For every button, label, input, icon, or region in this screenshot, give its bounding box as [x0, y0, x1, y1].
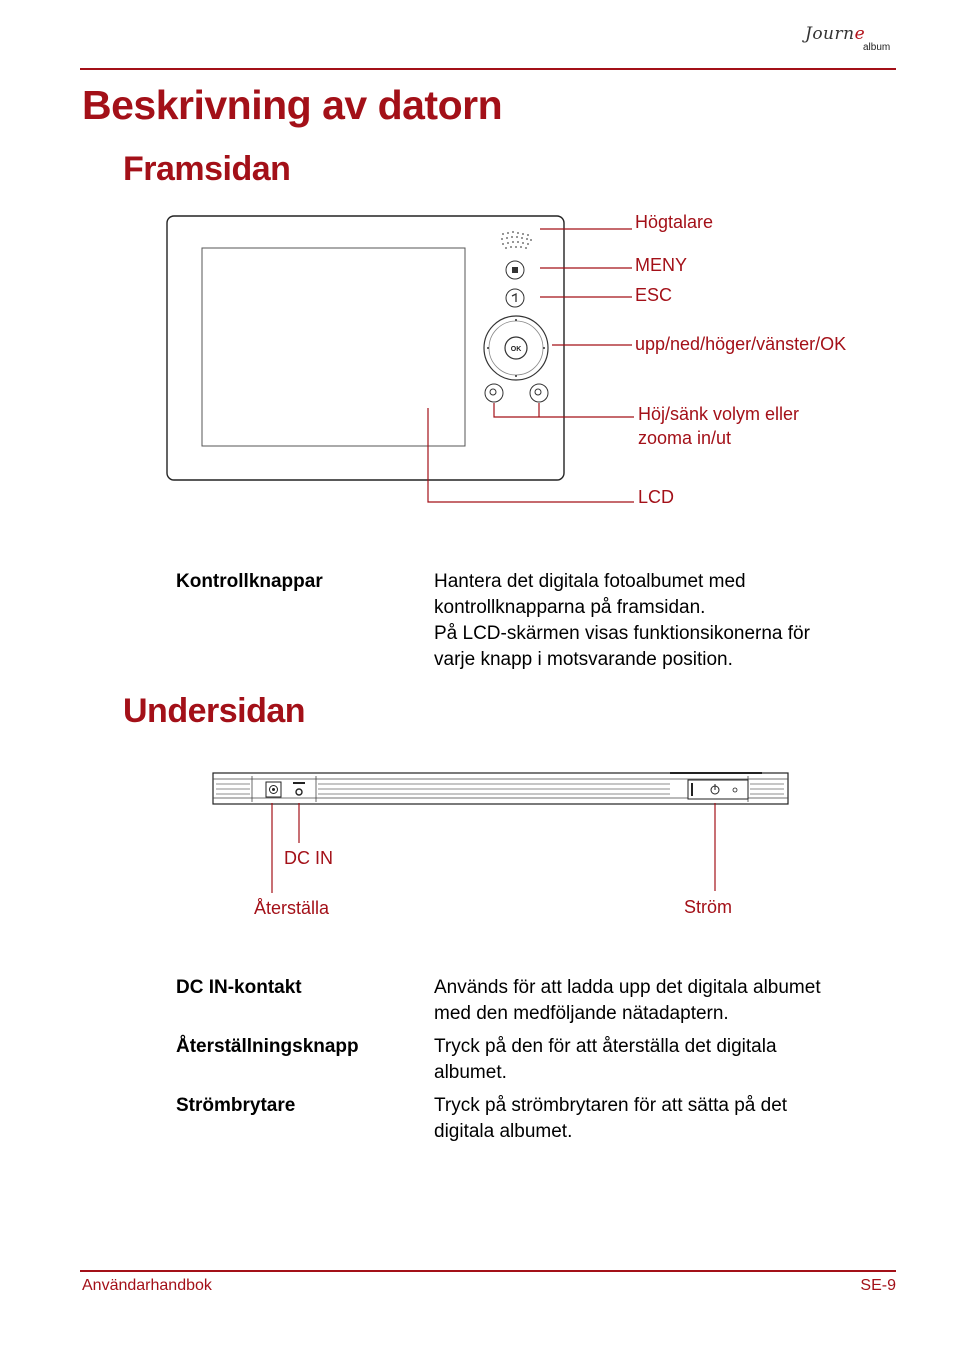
desc-reset-button: Tryck på den för att återställa det digitala albumet.: [434, 1036, 777, 1083]
term-reset-button: Återställningsknapp: [176, 1036, 359, 1057]
esc-button[interactable]: [506, 289, 524, 307]
desc-control-buttons: Hantera det digitala fotoalbumet med kontrollknapparna på framsidan. På LCD-skärmen visas funktionsikonerna för varje knapp i motsvarande position.: [434, 571, 810, 670]
logo-script-text: Journe: [805, 24, 866, 44]
section-heading-front: Framsidan: [123, 150, 291, 188]
bottom-callout-lines: [272, 803, 715, 893]
callout-speaker: Högtalare: [635, 212, 714, 232]
ok-label: OK: [510, 346, 522, 353]
header-rule: [80, 68, 896, 70]
page-title: Beskrivning av datorn: [82, 82, 503, 128]
footer-title: Användarhandbok: [82, 1277, 212, 1294]
lcd-screen: [202, 248, 465, 446]
callout-lcd: LCD: [638, 487, 675, 507]
menu-button[interactable]: [506, 261, 524, 279]
power-switch[interactable]: [688, 780, 748, 799]
callout-reset: Återställa: [254, 898, 330, 918]
callout-menu: MENY: [635, 255, 688, 275]
section-heading-bottom: Undersidan: [123, 692, 306, 730]
callout-volume-line2: zooma in/ut: [638, 428, 732, 448]
term-control-buttons: Kontrollknappar: [176, 571, 323, 592]
navigation-pad[interactable]: [484, 316, 548, 380]
callout-volume-line1: Höj/sänk volym eller: [638, 404, 800, 424]
zoom-out-button[interactable]: [485, 384, 503, 402]
front-device-diagram: [150, 200, 890, 520]
callout-dc-in: DC IN: [284, 848, 333, 868]
menu-icon: [512, 267, 518, 273]
callout-esc: ESC: [635, 285, 673, 305]
desc-dc-in-connector: Används för att ladda upp det digitala albumet med den medföljande nätadaptern.: [434, 977, 821, 1024]
callout-power: Ström: [684, 897, 733, 917]
page-number: SE-9: [860, 1277, 896, 1294]
desc-power-switch: Tryck på strömbrytaren för att sätta på det digitala albumet.: [434, 1095, 788, 1142]
journe-album-logo: [805, 24, 900, 60]
term-power-switch: Strömbrytare: [176, 1095, 296, 1116]
dc-in-port: [266, 782, 281, 797]
footer-rule: [80, 1270, 896, 1272]
callout-navigation: upp/ned/höger/vänster/OK: [635, 334, 847, 354]
zoom-in-button[interactable]: [530, 384, 548, 402]
term-dc-in-connector: DC IN-kontakt: [176, 977, 302, 998]
logo-album-text: album: [863, 42, 891, 53]
